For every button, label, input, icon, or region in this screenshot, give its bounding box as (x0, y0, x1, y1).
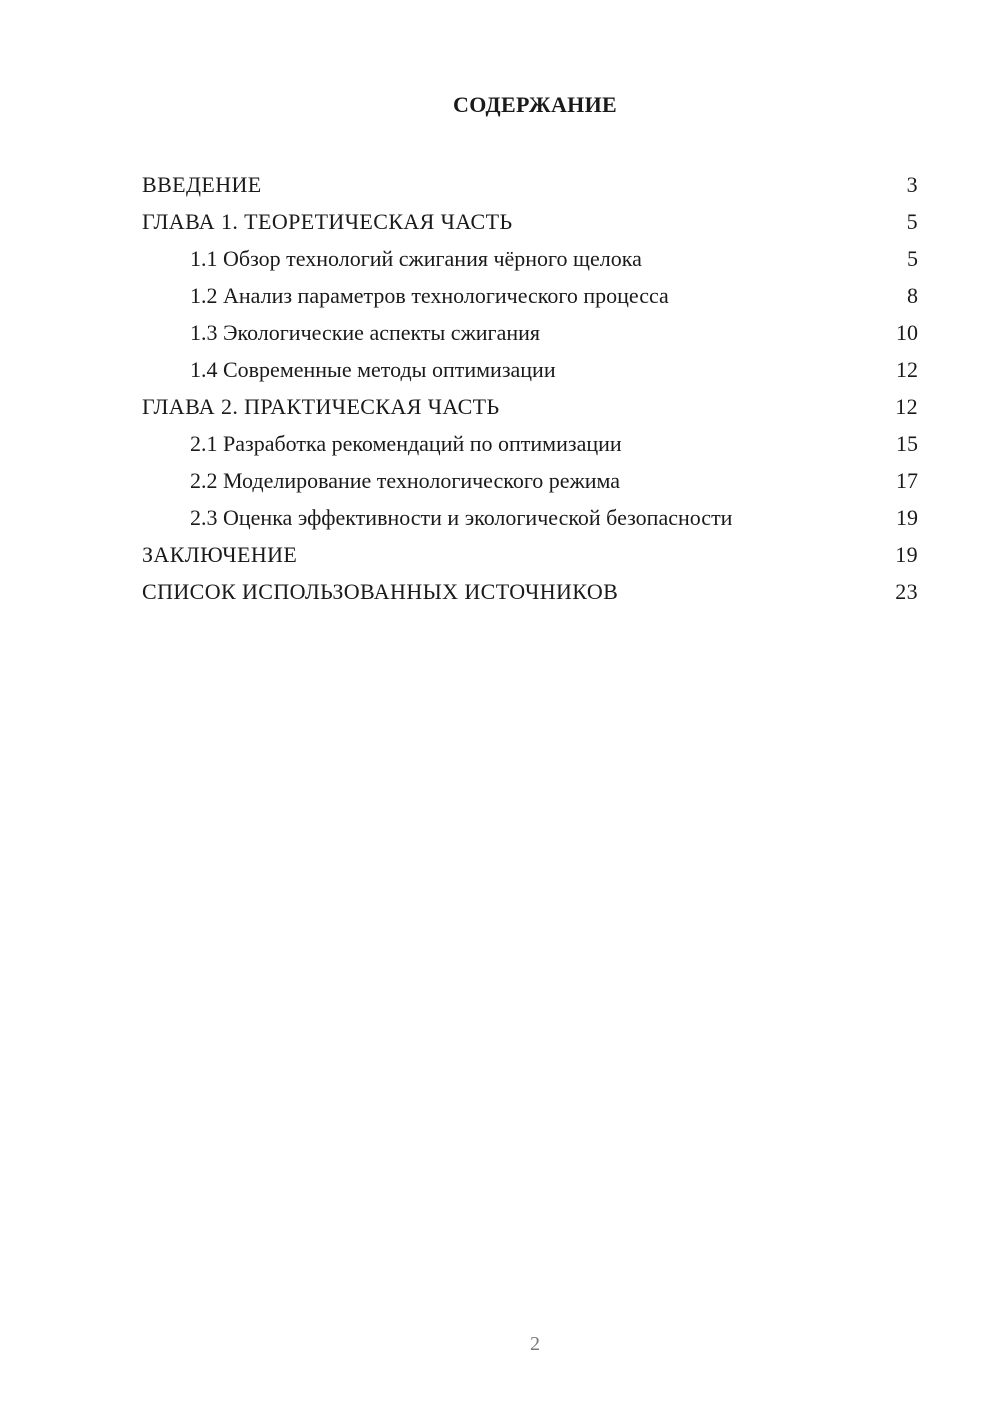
toc-entry-section-1-4[interactable] (142, 351, 918, 388)
toc-entry-page: 5 (907, 246, 918, 271)
toc-entry-section-1-1[interactable] (142, 240, 918, 277)
toc-entry-label: 1.4 Современные методы оптимизации (190, 357, 556, 382)
toc-entry-page: 12 (896, 357, 918, 382)
toc-title: СОДЕРЖАНИЕ (453, 92, 617, 117)
toc-entry-section-1-3[interactable] (142, 314, 918, 351)
toc-entry-page: 8 (907, 283, 918, 308)
toc-entry-page: 3 (906, 172, 918, 197)
toc-entry-page: 19 (896, 505, 918, 530)
toc-entry-label: 1.1 Обзор технологий сжигания чёрного щелока (190, 246, 642, 271)
toc-entry-page: 17 (896, 468, 918, 493)
toc-entry-label: 2.1 Разработка рекомендаций по оптимизации (190, 431, 622, 456)
toc-entry-label: 1.2 Анализ параметров технологического процесса (190, 283, 669, 308)
toc-entry-page: 12 (895, 394, 918, 419)
toc-entry-page: 10 (896, 320, 918, 345)
toc-entry-introduction[interactable] (142, 166, 918, 203)
toc-entry-label: ГЛАВА 2. ПРАКТИЧЕСКАЯ ЧАСТЬ (142, 394, 500, 419)
toc-entry-page: 15 (896, 431, 918, 456)
toc-entry-references[interactable] (142, 573, 918, 610)
page-number: 2 (530, 1333, 540, 1355)
toc-entry-page: 23 (895, 579, 918, 604)
toc-entry-chapter-2[interactable] (142, 388, 918, 425)
table-of-contents (142, 166, 918, 610)
toc-entry-page: 5 (906, 209, 918, 234)
toc-entry-section-2-3[interactable] (142, 499, 918, 536)
toc-entry-label: 1.3 Экологические аспекты сжигания (190, 320, 541, 345)
toc-entry-conclusion[interactable] (142, 536, 918, 573)
toc-entry-label: 2.2 Моделирование технологического режима (190, 468, 621, 493)
toc-entry-chapter-1[interactable] (142, 203, 918, 240)
toc-entry-section-2-2[interactable] (142, 462, 918, 499)
toc-entry-label: СПИСОК ИСПОЛЬЗОВАННЫХ ИСТОЧНИКОВ (142, 579, 619, 604)
toc-entry-section-1-2[interactable] (142, 277, 918, 314)
toc-entry-page: 19 (895, 542, 918, 567)
toc-entry-section-2-1[interactable] (142, 425, 918, 462)
toc-entry-label: ВВЕДЕНИЕ (142, 172, 262, 197)
toc-entry-label: 2.3 Оценка эффективности и экологической безопасности (190, 505, 733, 530)
toc-entry-label: ГЛАВА 1. ТЕОРЕТИЧЕСКАЯ ЧАСТЬ (142, 209, 513, 234)
toc-entry-label: ЗАКЛЮЧЕНИЕ (142, 542, 298, 567)
